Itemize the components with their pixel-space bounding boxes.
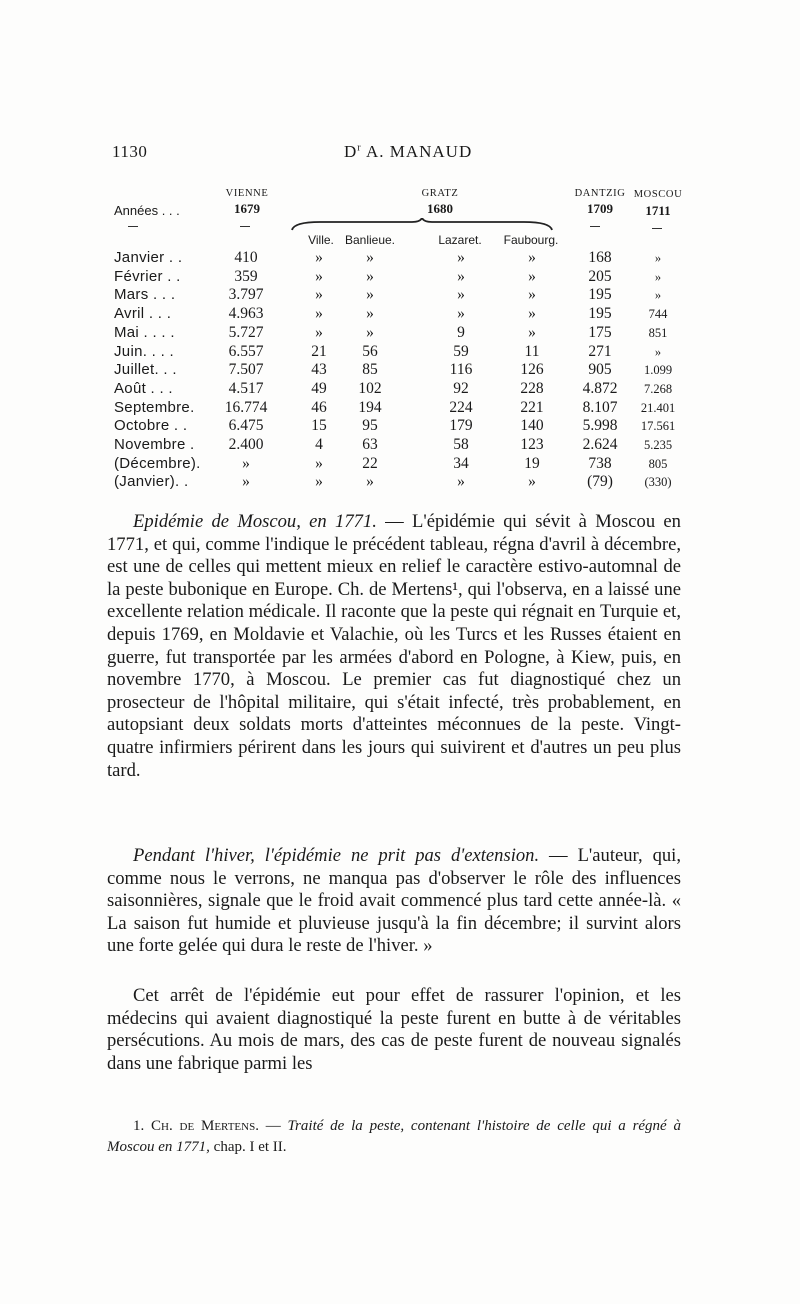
table-cell: 85 <box>362 361 378 379</box>
subcolumn-ville: Ville. <box>308 233 334 247</box>
table-cell: » <box>457 305 465 323</box>
paragraph-text: Cet arrêt de l'épidémie eut pour effet de rassurer l'opinion, et les médecins qui avaient diagnostiqué la peste furent en butte à de véritables persécutions. Au mois de mars, des cas de peste furent de nouveau signalés dans une fabrique parmi les <box>107 985 681 1074</box>
table-cell: 22 <box>362 454 378 472</box>
page-header <box>112 142 682 170</box>
table-cell: » <box>366 323 374 341</box>
table-cell: 6.557 <box>228 342 264 360</box>
table-cell: 123 <box>520 436 544 453</box>
month-label: Janvier . . <box>114 249 183 266</box>
running-title: $D^r$ A. MANAUD <box>344 142 473 161</box>
table-cell: » <box>315 454 323 472</box>
month-label: Septembre. <box>114 398 195 416</box>
table-cell: 34 <box>453 454 469 472</box>
column-city-vienne: VIENNE <box>225 188 269 199</box>
column-city-gratz: GRATZ <box>421 188 459 199</box>
table-cell: 359 <box>234 267 258 285</box>
table-cell: » <box>457 473 465 491</box>
table-cell: (79) <box>587 473 613 491</box>
table-cell: 221 <box>520 398 544 416</box>
header-dash <box>652 228 662 229</box>
header-dash <box>128 226 138 227</box>
table-cell: 7.268 <box>643 381 673 396</box>
month-label: Mai . . . . <box>114 323 175 341</box>
table-cell: » <box>315 305 323 323</box>
month-label: Octobre . . <box>114 417 188 435</box>
table-cell: 4.872 <box>582 379 618 397</box>
footnote-author: Ch. de Mertens. <box>151 1118 259 1134</box>
table-cell: 205 <box>588 267 612 285</box>
table-cell: 21.401 <box>640 400 676 415</box>
table-cell: 194 <box>358 398 382 416</box>
table-cell: 5.998 <box>582 417 618 435</box>
table-cell: 5.727 <box>228 323 264 341</box>
month-label: Juillet. . . <box>114 361 177 379</box>
header-dash <box>590 226 600 227</box>
table-cell: » <box>528 286 536 304</box>
table-cell: 1.099 <box>643 363 673 378</box>
month-label: Février . . <box>114 267 181 285</box>
month-label: (Décembre). <box>114 454 201 472</box>
table-cell: 5.235 <box>643 438 673 452</box>
table-cell: 195 <box>588 305 612 323</box>
table-cell: 92 <box>453 379 469 397</box>
table-cell: 46 <box>311 398 327 416</box>
table-cell: 738 <box>588 454 612 472</box>
gratz-brace <box>290 218 555 232</box>
month-label: (Janvier). . <box>114 473 189 491</box>
table-cell: » <box>457 249 465 266</box>
month-label: Mars . . . <box>114 286 176 304</box>
table-cell: 7.507 <box>228 361 264 379</box>
table-cell: » <box>315 473 323 491</box>
table-cell: 21 <box>311 342 327 360</box>
table-cell: » <box>654 251 662 265</box>
table-cell: 15 <box>311 417 327 435</box>
paragraph-heading: Epidémie de Moscou, en 1771. <box>133 511 377 532</box>
footnote-title: Traité de la peste, contenant l'histoire de celle qui a régné à Moscou en 1771, <box>107 1118 682 1155</box>
subcolumn-banlieue: Banlieue. <box>344 233 396 247</box>
table-cell: 4.517 <box>228 379 264 397</box>
month-label: Juin. . . . <box>114 342 174 360</box>
table-cell: 4 <box>315 436 323 453</box>
table-cell: 116 <box>449 361 473 379</box>
table-cell: 2.624 <box>582 436 618 453</box>
table-cell: 851 <box>648 325 668 340</box>
table-cell: 102 <box>358 379 382 397</box>
table-cell: 49 <box>311 379 327 397</box>
table-cell: 805 <box>648 456 668 471</box>
table-cell: » <box>366 249 374 266</box>
table-cell: 4.963 <box>228 305 264 323</box>
table-cell: » <box>366 267 374 285</box>
month-label: Août . . . <box>114 379 173 397</box>
table-cell: 3.797 <box>228 286 264 304</box>
table-cell: (330) <box>644 475 672 490</box>
table-cell: » <box>528 323 536 341</box>
table-cell: » <box>315 323 323 341</box>
table-cell: 175 <box>588 323 612 341</box>
table-cell: 6.475 <box>228 417 264 435</box>
page-number: 1130 <box>112 142 148 161</box>
column-city-dantzig: DANTZIG <box>574 188 626 199</box>
table-cell: 43 <box>311 361 327 379</box>
column-year-dantzig: 1709 <box>587 201 613 216</box>
table-cell: 95 <box>362 417 378 435</box>
table-cell: 17.561 <box>640 419 676 434</box>
table-cell: 140 <box>520 417 544 435</box>
table-cell: 179 <box>449 417 473 435</box>
table-cell: » <box>528 267 536 285</box>
table-cell: 58 <box>453 436 469 453</box>
table-cell: 63 <box>362 436 378 453</box>
column-year-vienne: 1679 <box>234 201 260 216</box>
header-dash <box>240 226 250 227</box>
month-label: Avril . . . <box>114 305 172 323</box>
table-cell: 905 <box>588 361 612 379</box>
table-cell: » <box>528 305 536 323</box>
column-year-gratz: 1680 <box>427 201 453 216</box>
table-cell: » <box>315 286 323 304</box>
table-cell: 2.400 <box>228 436 264 453</box>
table-cell: 56 <box>362 342 378 360</box>
table-cell: » <box>242 454 250 472</box>
paragraph-text: — L'épidémie qui sévit à Moscou en 1771, et qui, comme l'indique le précédent tableau, régna d'avril à décembre, est une de celles qui mettent mieux en relief le caractère estivo-automnal de la peste bubonique en Europe. Ch. de Mertens¹, qui l'observa, en a laissé une excellente relation médicale. Il raconte que la peste qui régnait en Turquie et, depuis 1769, en Moldavie et Valachie, où les Turcs et les Russes étaient en guerre, fut transportée par les armées d'abord en Pologne, à Kiew, puis, en novembre 1770, à Moscou. Le premier cas fut diagnostiqué chez un prosecteur de l'hôpital militaire, qui s'était infecté, très probablement, en autopsiant deux soldats morts d'atteintes méconnues de la peste. Vingt-quatre infirmiers périrent dans les jours qui suivirent et d'autres un peu plus tard. <box>107 511 681 781</box>
table-cell: » <box>528 249 536 266</box>
table-cell: » <box>366 286 374 304</box>
table-cell: 744 <box>648 307 668 322</box>
paragraph-winter <box>107 845 681 958</box>
years-row-label: Années . . . <box>114 203 180 218</box>
table-cell: 11 <box>524 342 540 360</box>
footnote: 1. Ch. de Mertens. — Traité de la peste, contenant l'histoire de celle qui a régné à Moscou en 1771, chap. I et II. <box>107 1118 682 1155</box>
table-cell: 271 <box>588 342 612 360</box>
paragraph-heading: Pendant l'hiver, l'épidémie ne prit pas d'extension. <box>133 845 540 866</box>
table-cell: » <box>528 473 536 491</box>
table-cell: 168 <box>588 249 612 266</box>
table-cell: 19 <box>524 454 540 472</box>
table-cell: » <box>315 249 323 266</box>
table-cell: » <box>654 269 662 284</box>
table-cell: » <box>654 344 662 359</box>
table-cell: 126 <box>520 361 544 379</box>
paragraph-epidemic-pause <box>107 985 681 1075</box>
footnote-chapters: chap. I et II. <box>209 1139 287 1155</box>
table-cell: » <box>366 305 374 323</box>
table-cell: 224 <box>449 398 473 416</box>
table-cell: » <box>366 473 374 491</box>
table-cell: 410 <box>234 249 258 266</box>
subcolumn-faubourg: Faubourg. <box>503 233 559 247</box>
table-cell: » <box>457 286 465 304</box>
month-label: Novembre . <box>114 436 195 453</box>
table-cell: 59 <box>453 342 469 360</box>
table-cell: 228 <box>520 379 544 397</box>
column-city-moscou: MOSCOU <box>633 189 683 200</box>
table-cell: » <box>457 267 465 285</box>
paragraph-moscow-epidemic <box>107 511 681 782</box>
subcolumn-lazaret: Lazaret. <box>438 233 482 247</box>
table-cell: 16.774 <box>224 398 268 416</box>
table-cell: » <box>654 288 662 303</box>
paragraph-text: — L'auteur, qui, comme nous le verrons, ne manqua pas d'observer le rôle des influences saisonnières, signale que le froid avait commencé plus tard cette année-là. « La saison fut humide et pluvieuse jusqu'à la fin décembre; il survint alors une forte gelée qui dura le reste de l'hiver. » <box>107 845 681 957</box>
table-cell: 9 <box>457 323 465 341</box>
table-cell: » <box>242 473 250 491</box>
footnote-number: 1. <box>133 1118 145 1134</box>
column-year-moscou: 1711 <box>645 203 671 218</box>
table-cell: 8.107 <box>582 398 618 416</box>
table-cell: 195 <box>588 286 612 304</box>
table-cell: » <box>315 267 323 285</box>
